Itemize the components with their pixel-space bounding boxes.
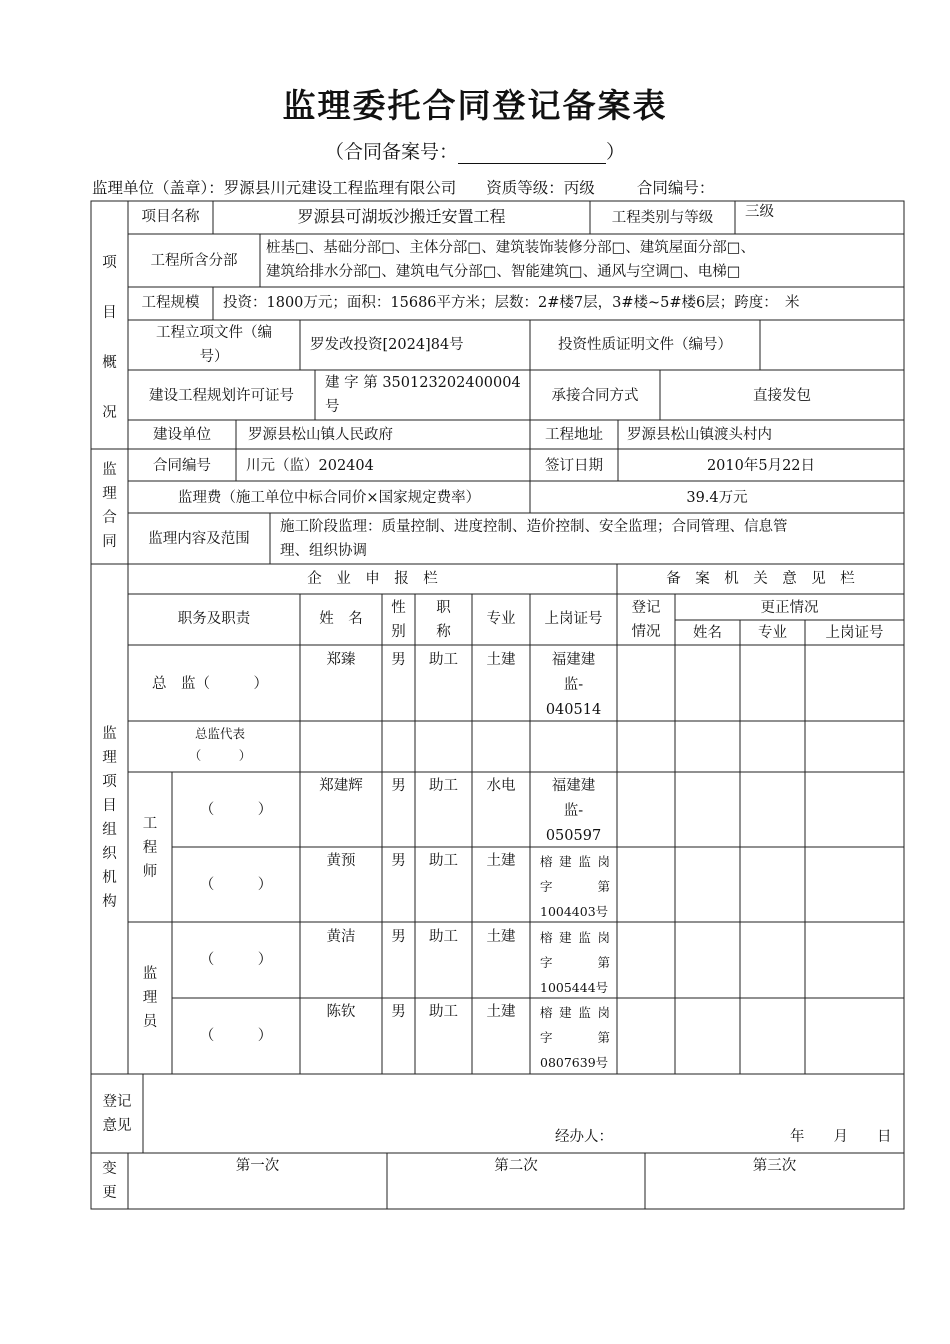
site-value: 罗源县松山镇渡头村内 — [627, 427, 772, 443]
unit-value: 罗源县川元建设工程监理有限公司 — [223, 179, 457, 197]
contract-no-value: 川元（监）202404 — [246, 458, 374, 474]
category-value: 三级 — [745, 204, 774, 220]
fee-label: 监理费（施工单位中标合同价×国家规定费率） — [177, 490, 481, 506]
fee-value: 39.4万元 — [686, 490, 748, 506]
sign-date-value: 2010年5月22日 — [706, 458, 816, 474]
col-corr-major: 专业 — [758, 625, 787, 641]
content-value: 施工阶段监理：质量控制、进度控制、造价控制、安全监理；合同管理、信息管 理、组织协调 — [280, 519, 788, 559]
content-label: 监理内容及范围 — [148, 531, 250, 547]
permit-value: 建 字 第 350123202400004 号 — [325, 375, 521, 415]
role-engineer-2: （ ） — [199, 877, 273, 893]
col-cert: 上岗证号 — [544, 611, 603, 627]
role-supervisor-1: （ ） — [199, 952, 273, 968]
role-supervisor-2: （ ） — [199, 1028, 273, 1044]
col-register: 登记情况 — [631, 600, 661, 640]
handler-label: 经办人： — [555, 1129, 613, 1145]
section-org-label: 监 理 项 目 组 织 机 构 — [102, 726, 117, 910]
col-gender: 性别 — [391, 600, 406, 640]
category-label: 工程类别与等级 — [611, 210, 714, 226]
engineer-group-label: 工程师 — [142, 816, 158, 880]
section-project-label: 项 目 概 况 — [102, 255, 117, 421]
col-title: 职称 — [436, 600, 451, 640]
scope-label: 工程所含分部 — [150, 253, 238, 269]
record-number: （合同备案号： ） — [324, 141, 626, 163]
scale-value: 投资：1800万元；面积：15686平方米；层数：2#楼7层，3#楼~5#楼6层；跨度： 米 — [223, 295, 800, 311]
col-name: 姓 名 — [319, 611, 363, 627]
change-third: 第三次 — [752, 1158, 797, 1174]
col-correction: 更正情况 — [760, 600, 819, 616]
chief-label: 总 监（ ） — [152, 676, 268, 692]
col-corr-cert: 上岗证号 — [825, 625, 884, 641]
site-label: 工程地址 — [545, 427, 603, 443]
enterprise-header: 企 业 申 报 栏 — [307, 571, 438, 587]
invest-label: 投资性质证明文件（编号） — [558, 337, 732, 353]
contract-no-label: 合同编号 — [153, 458, 211, 474]
project-name-value: 罗源县可湖坂沙搬迁安置工程 — [297, 207, 506, 226]
col-role: 职务及职责 — [177, 611, 251, 627]
header-info: 监理单位（盖章）：罗源县川元建设工程监理有限公司 资质等级：丙级 合同编号： — [92, 179, 715, 197]
change-first: 第一次 — [235, 1158, 280, 1174]
contract-mode-label: 承接合同方式 — [551, 388, 639, 404]
supervisor-group-label: 监理员 — [142, 966, 158, 1030]
approval-value: 罗发改投资[2024]84号 — [310, 337, 464, 353]
register-date: 年 月 日 — [790, 1129, 892, 1145]
filing-header: 备 案 机 关 意 见 栏 — [666, 571, 855, 587]
owner-value: 罗源县松山镇人民政府 — [248, 427, 393, 443]
section-register-label: 登记 意见 — [102, 1094, 132, 1134]
approval-label: 工程立项文件（编 号） — [156, 325, 272, 365]
sign-date-label: 签订日期 — [545, 458, 603, 474]
role-engineer-1: （ ） — [199, 802, 273, 818]
scope-value: 桩基□、基础分部□、主体分部□、建筑装饰装修分部□、建筑屋面分部□、 建筑给排水分部□、建筑电气分部□、智能建筑□、通风与空调□、电梯□ — [266, 240, 755, 280]
col-major: 专业 — [486, 611, 516, 627]
section-change-label: 变 更 — [102, 1161, 117, 1201]
owner-label: 建设单位 — [153, 427, 211, 443]
permit-label: 建设工程规划许可证号 — [149, 388, 294, 404]
project-name-label: 项目名称 — [141, 209, 200, 225]
section-contract-label: 监 理 合 同 — [102, 462, 117, 550]
qual-value: 丙级 — [563, 179, 595, 197]
page-title: 监理委托合同登记备案表 — [282, 86, 668, 125]
deputy-label: 总监代表（ ） — [188, 726, 252, 763]
col-corr-name: 姓名 — [693, 625, 722, 641]
scale-label: 工程规模 — [141, 295, 200, 311]
contract-mode-value: 直接发包 — [753, 388, 811, 404]
change-second: 第二次 — [494, 1158, 538, 1174]
